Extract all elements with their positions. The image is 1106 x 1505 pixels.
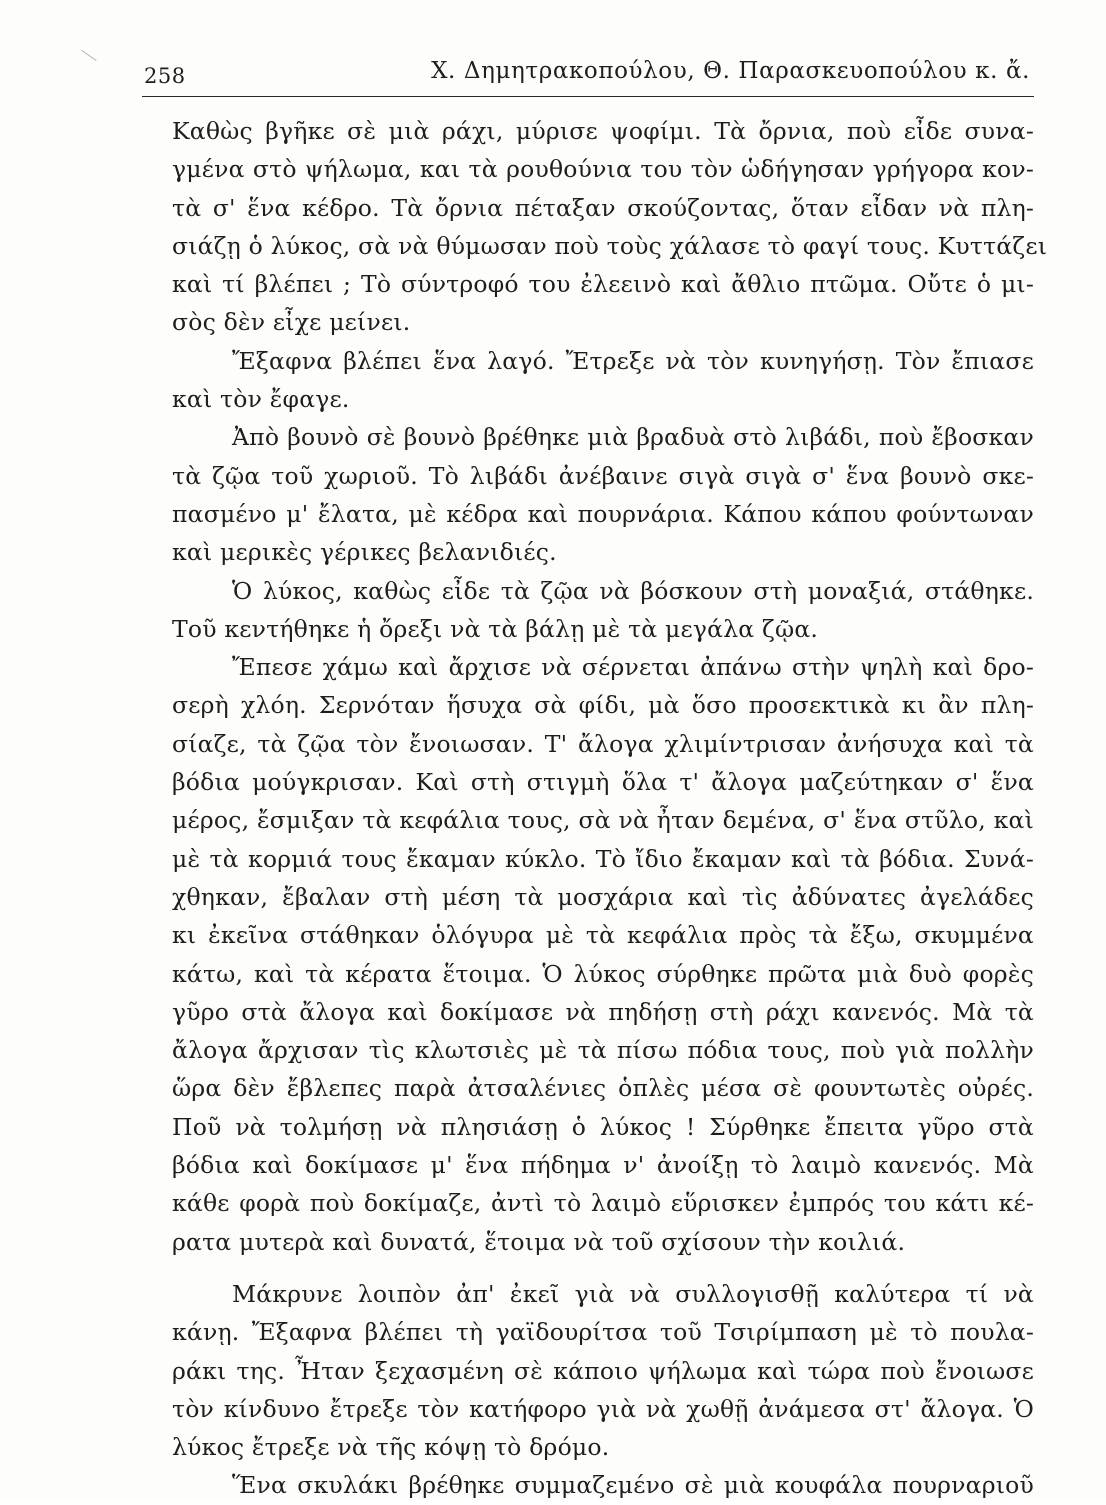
text-line: κάνῃ. Ἔξαφνα βλέπει τὴ γαϊδουρίτσα τοῦ Τσιρίμπαση μὲ τὸ πουλα- <box>172 1318 1034 1347</box>
running-head: Χ. Δημητρακοπούλου, Θ. Παρασκευοπούλου κ. ἄ. <box>431 58 1030 84</box>
text-line: τὰ σ' ἕνα κέδρο. Τὰ ὄρνια πέταξαν σκούζοντας, ὅταν εἶδαν νὰ πλη- <box>172 193 1034 222</box>
text-line: γῦρο στὰ ἄλογα καὶ δοκίμασε νὰ πηδήσῃ στὴ ράχι κανενός. Μὰ τὰ <box>172 997 1034 1026</box>
text-line: κι ἐκεῖνα στάθηκαν ὁλόγυρα μὲ τὰ κεφάλια πρὸς τὰ ἔξω, σκυμμένα <box>172 921 1034 950</box>
text-line: πασμένο μ' ἔλατα, μὲ κέδρα καὶ πουρνάρια. Κάπου κάπου φούντωναν <box>172 499 1034 528</box>
text-line: τὸν κίνδυνο ἔτρεξε τὸν κατήφορο γιὰ νὰ χωθῇ ἀνάμεσα στ' ἄλογα. Ὁ <box>172 1394 1034 1423</box>
page-number: 258 <box>144 64 186 88</box>
text-line: Ἕνα σκυλάκι βρέθηκε συμμαζεμένο σὲ μιὰ κουφάλα πουρναριοῦ <box>232 1471 1034 1500</box>
text-line: χθηκαν, ἔβαλαν στὴ μέση τὰ μοσχάρια καὶ τὶς ἀδύνατες ἀγελάδες <box>172 882 1034 911</box>
text-line: Ποῦ νὰ τολμήσῃ νὰ πλησιάσῃ ὁ λύκος ! Σύρθηκε ἔπειτα γῦρο στὰ <box>172 1112 1034 1141</box>
text-line: μὲ τὰ κορμιά τους ἔκαμαν κύκλο. Τὸ ἴδιο ἔκαμαν καὶ τὰ βόδια. Συνά- <box>172 844 1034 873</box>
text-line: γμένα στὸ ψήλωμα, και τὰ ρουθούνια του τὸν ὡδήγησαν γρήγορα κον- <box>172 155 1034 184</box>
text-line: Τοῦ κεντήθηκε ἡ ὄρεξι νὰ τὰ βάλῃ μὲ τὰ μεγάλα ζῷα. <box>172 614 819 643</box>
text-line: σίαζε, τὰ ζῷα τὸν ἔνοιωσαν. Τ' ἄλογα χλιμίντρισαν ἀνήσυχα καὶ τὰ <box>172 729 1034 758</box>
text-line: κάθε φορὰ ποὺ δοκίμαζε, ἀντὶ τὸ λαιμὸ εὕρισκεν ἐμπρός του κάτι κέ- <box>172 1189 1034 1218</box>
text-line: Καθὼς βγῆκε σὲ μιὰ ράχι, μύρισε ψοφίμι. Τὰ ὄρνια, ποὺ εἶδε συνα- <box>172 117 1034 145</box>
text-line: μέρος, ἔσμιξαν τὰ κεφάλια τους, σὰ νὰ ἦταν δεμένα, σ' ἕνα στῦλο, καὶ <box>172 806 1034 835</box>
body-text <box>172 112 1048 1505</box>
text-line: κάτω, καὶ τὰ κέρατα ἕτοιμα. Ὁ λύκος σύρθηκε πρῶτα μιὰ δυὸ φορὲς <box>172 959 1034 988</box>
page-smudge <box>81 50 96 61</box>
text-line: ρατα μυτερὰ καὶ δυνατά, ἕτοιμα νὰ τοῦ σχίσουν τὴν κοιλιά. <box>172 1227 906 1256</box>
text-line: σὸς δὲν εἶχε μείνει. <box>172 308 411 337</box>
text-line: ράκι της. Ἦταν ξεχασμένη σὲ κάποιο ψήλωμα καὶ τώρα ποὺ ἔνοιωσε <box>172 1356 1034 1385</box>
text-line: Ὁ λύκος, καθὼς εἶδε τὰ ζῷα νὰ βόσκουν στὴ μοναξιά, στάθηκε. <box>232 576 1034 605</box>
text-line: σερὴ χλόη. Σερνόταν ἥσυχα σὰ φίδι, μὰ ὅσο προσεκτικὰ κι ἂν πλη- <box>172 691 1034 720</box>
text-line: σιάζῃ ὁ λύκος, σὰ νὰ θύμωσαν ποὺ τοὺς χάλασε τὸ φαγί τους. Κυττάζει <box>172 231 1048 260</box>
text-line: καὶ μερικὲς γέρικες βελανιδιές. <box>172 538 557 567</box>
text-line: λύκος ἔτρεξε νὰ τῆς κόψῃ τὸ δρόμο. <box>172 1433 610 1462</box>
text-line: Ἔξαφνα βλέπει ἕνα λαγό. Ἔτρεξε νὰ τὸν κυνηγήσῃ. Τὸν ἔπιασε <box>232 346 1034 375</box>
text-line: βόδια καὶ δοκίμασε μ' ἕνα πήδημα ν' ἀνοίξῃ τὸ λαιμὸ κανενός. Μὰ <box>172 1151 1034 1180</box>
text-line: καὶ τὸν ἔφαγε. <box>172 385 350 414</box>
text-line: ἄλογα ἄρχισαν τὶς κλωτσιὲς μὲ τὰ πίσω πόδια τους, ποὺ γιὰ πολλὴν <box>172 1036 1034 1065</box>
paragraph-gap <box>172 1261 1034 1275</box>
text-line: Ἔπεσε χάμω καὶ ἄρχισε νὰ σέρνεται ἀπάνω στὴν ψηλὴ καὶ δρο- <box>232 653 1034 682</box>
text-line: καὶ τί βλέπει ; Τὸ σύντροφό του ἐλεεινὸ καὶ ἄθλιο πτῶμα. Οὔτε ὁ μι- <box>172 270 1034 299</box>
text-line: ὥρα δὲν ἔβλεπες παρὰ ἀτσαλένιες ὁπλὲς μέσα σὲ φουντωτὲς οὐρές. <box>172 1074 1034 1103</box>
page-header <box>142 50 1034 97</box>
text-line: Μάκρυνε λοιπὸν ἀπ' ἐκεῖ γιὰ νὰ συλλογισθῇ καλύτερα τί νὰ <box>232 1279 1034 1308</box>
text-line: βόδια μούγκρισαν. Καὶ στὴ στιγμὴ ὅλα τ' ἄλογα μαζεύτηκαν σ' ἕνα <box>172 768 1034 797</box>
text-line: τὰ ζῷα τοῦ χωριοῦ. Τὸ λιβάδι ἀνέβαινε σιγὰ σιγὰ σ' ἕνα βουνὸ σκε- <box>172 461 1034 490</box>
text-line: Ἀπὸ βουνὸ σὲ βουνὸ βρέθηκε μιὰ βραδυὰ στὸ λιβάδι, ποὺ ἔβοσκαν <box>232 423 1034 452</box>
